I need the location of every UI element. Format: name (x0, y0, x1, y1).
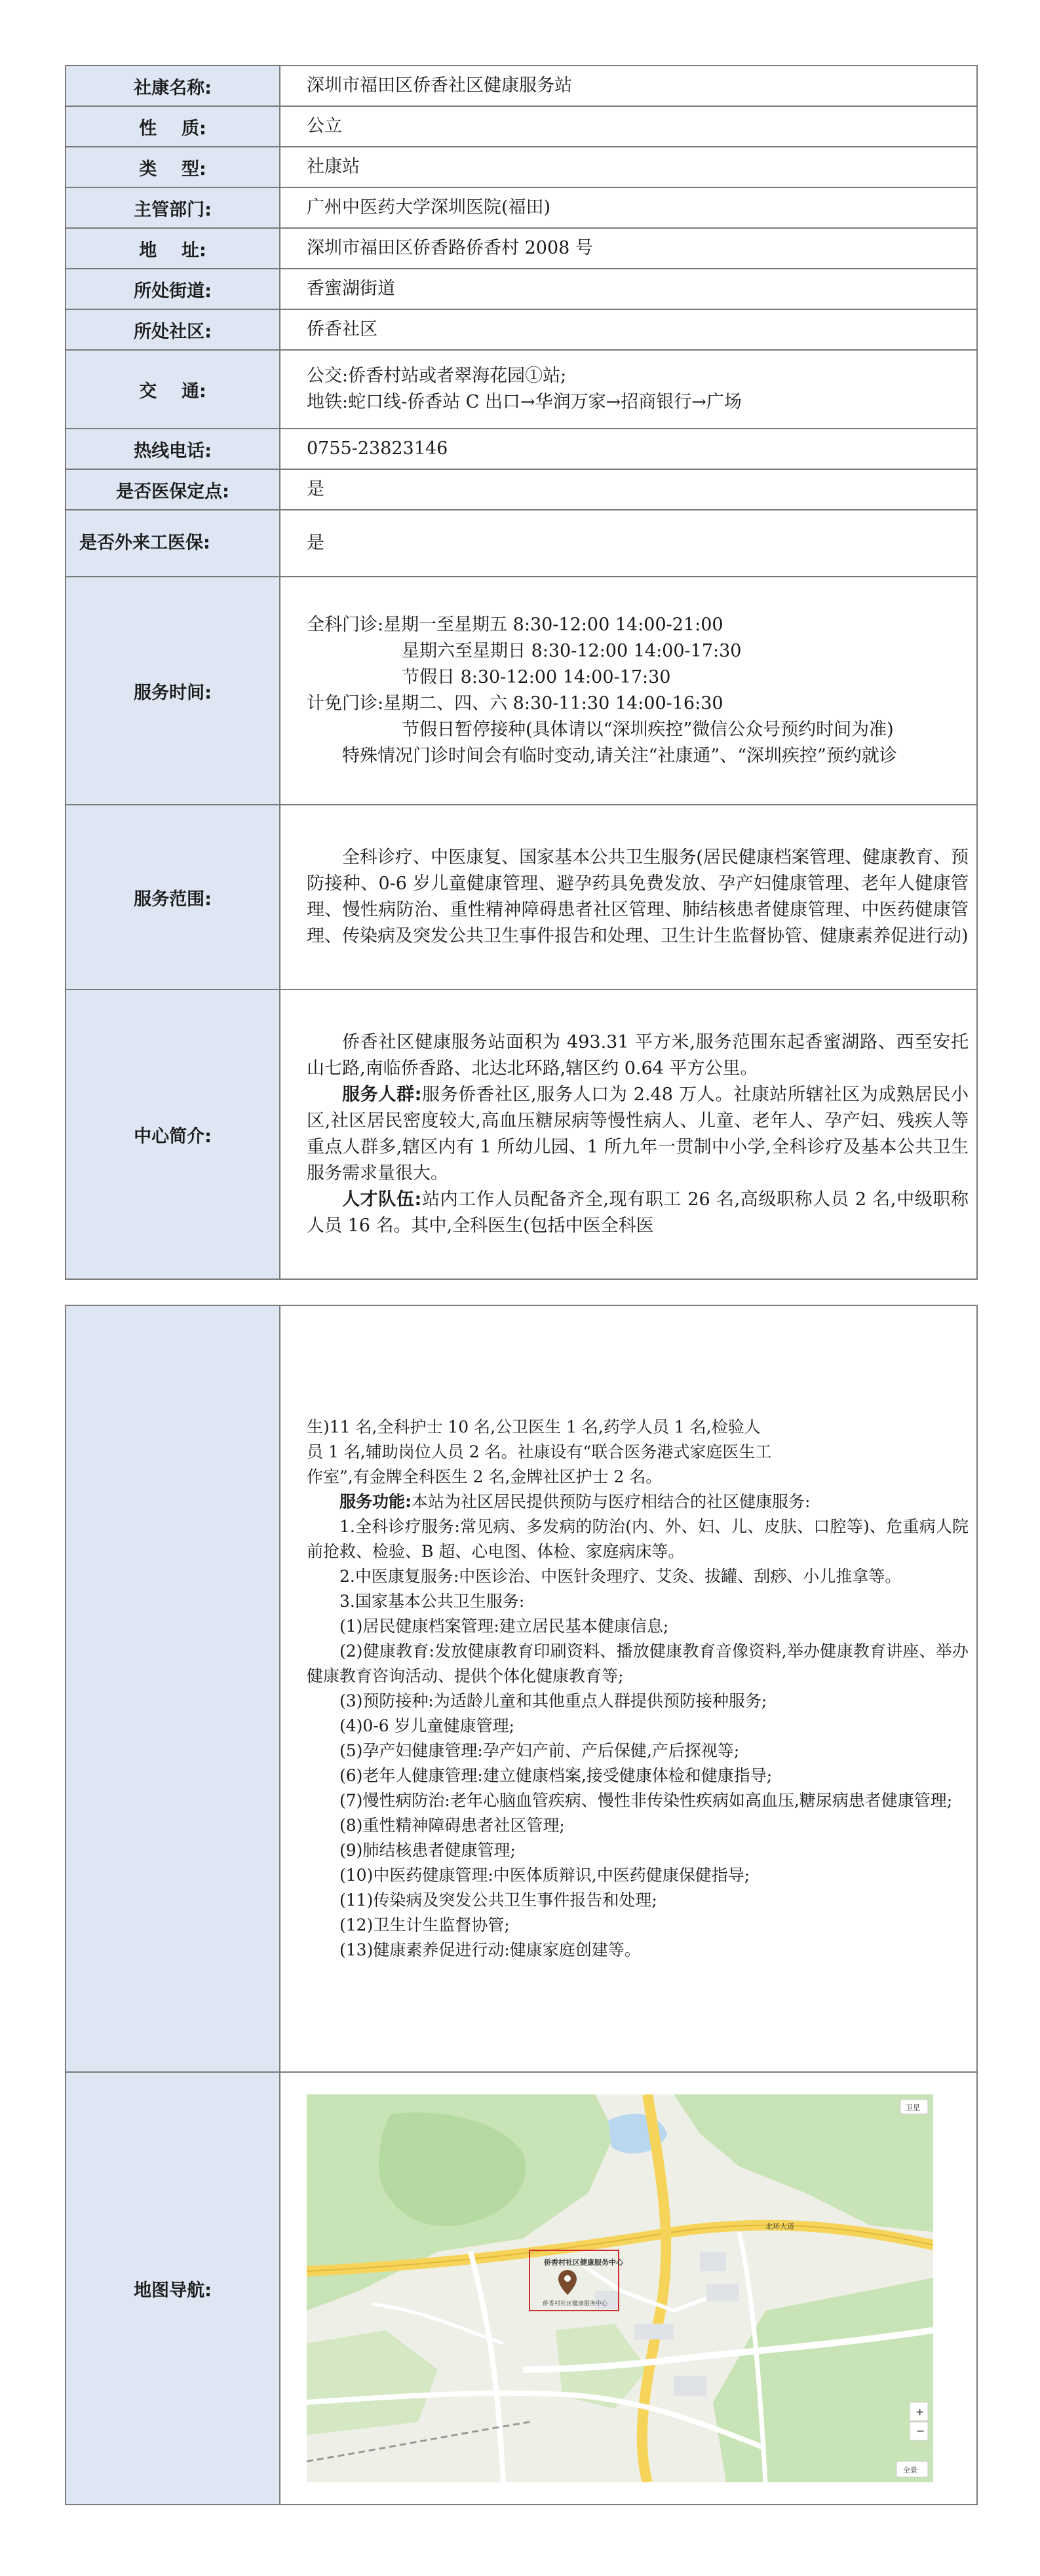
row-department (66, 187, 977, 228)
sub-item-8: (8)重性精神障碍患者社区管理; (339, 1816, 565, 1835)
value-hotline: 0755-23823146 (280, 429, 977, 469)
row-migrant (66, 510, 977, 577)
map-image[interactable] (307, 2094, 933, 2482)
row-hotline (66, 429, 977, 469)
sub-item-1: (1)居民健康档案管理:建立居民基本健康信息; (339, 1617, 669, 1636)
time-line-1: 全科门诊:星期一至星期五 8:30-12:00 14:00-21:00 (307, 615, 723, 635)
label-map: 地图导航: (66, 2072, 280, 2505)
sub-item-2: (2)健康教育:发放健康教育印刷资料、播放健康教育音像资料,举办健康教育讲座、举办健康教育咨询活动、提供个体化健康教育等; (307, 1642, 969, 1685)
intro-p1: 侨香社区健康服务站面积为 493.31 平方米,服务范围东起香蜜湖路、西至安托山七路,南临侨香路、北达北环路,辖区约 0.64 平方公里。 (307, 1032, 969, 1079)
func-item-3: 3.国家基本公共卫生服务: (339, 1592, 525, 1611)
row-nature (66, 106, 977, 147)
row-insurance (66, 469, 977, 510)
value-migrant: 是 (280, 510, 977, 577)
value-type: 社康站 (280, 147, 977, 187)
label-traffic: 交通: (66, 350, 280, 429)
intro-p3: 人才队伍:站内工作人员配备齐全,现有职工 26 名,高级职称人员 2 名,中级职称人员 16 名。其中,全科医生(包括中医全科医 (307, 1189, 969, 1236)
value-nature: 公立 (280, 106, 977, 147)
func-item-2: 2.中医康复服务:中医诊治、中医针灸理疗、艾灸、拔罐、刮痧、小儿推拿等。 (339, 1567, 902, 1586)
row-traffic (66, 350, 977, 429)
map-marker-title: 侨香村社区健康服务中心 (544, 2258, 623, 2267)
sub-item-12: (12)卫生计生监督协管; (339, 1915, 510, 1934)
value-department: 广州中医药大学深圳医院(福田) (280, 187, 977, 228)
label-intro: 中心简介: (66, 990, 280, 1279)
map-marker-sub: 侨香村社区健康服务中心 (543, 2301, 608, 2307)
value-intro-continued (280, 1305, 977, 2072)
value-map (280, 2072, 977, 2505)
func-item-1: 1.全科诊疗服务:常见病、多发病的防治(内、外、妇、儿、皮肤、口腔等)、危重病人院前抢救、检验、B 超、心电图、体检、家庭病床等。 (307, 1517, 969, 1561)
row-service-scope (66, 805, 977, 990)
time-line-6: 特殊情况门诊时间会有临时变动,请关注“社康通”、“深圳疾控”预约就诊 (342, 746, 897, 766)
cont-line-1: 生)11 名,全科护士 10 名,公卫医生 1 名,药学人员 1 名,检验人 (307, 1417, 761, 1436)
sub-item-9: (9)肺结核患者健康管理; (339, 1841, 516, 1860)
time-line-2: 星期六至星期日 8:30-12:00 14:00-17:30 (402, 641, 742, 661)
row-type (66, 147, 977, 187)
label-migrant: 是否外来工医保: (66, 510, 280, 577)
row-map (66, 2072, 977, 2505)
traffic-bus: 公交:侨香村站或者翠海花园①站; (307, 366, 567, 386)
svg-text:全景: 全景 (903, 2466, 917, 2474)
row-service-time (66, 577, 977, 805)
row-intro-continued (66, 1305, 977, 2072)
sub-item-5: (5)孕产妇健康管理:孕产妇产前、产后保健,产后探视等; (339, 1741, 740, 1760)
map-zoom-in-button[interactable] (910, 2402, 928, 2421)
label-hotline: 热线电话: (66, 429, 280, 469)
sub-item-4: (4)0-6 岁儿童健康管理; (339, 1716, 515, 1735)
label-insurance: 是否医保定点: (66, 469, 280, 510)
sub-item-11: (11)传染病及突发公共卫生事件报告和处理; (339, 1891, 657, 1910)
intro-p2: 服务人群:服务侨香社区,服务人口为 2.48 万人。社康站所辖社区为成熟居民小区,社区居民密度较大,高血压糖尿病等慢性病人、儿童、老年人、孕产妇、残疾人等重点人群多,辖区内有 1 所幼儿园、1 所九年一贯制中小学,全科诊疗及基本公共卫生服务需求量很大。 (307, 1085, 969, 1183)
row-street (66, 269, 977, 309)
svg-text:+: + (915, 2406, 925, 2418)
label-service-scope: 服务范围: (66, 805, 280, 990)
row-name (66, 66, 977, 106)
time-line-3: 节假日 8:30-12:00 14:00-17:30 (402, 667, 671, 687)
value-community: 侨香社区 (280, 309, 977, 350)
map-svg (307, 2094, 933, 2482)
sub-item-7: (7)慢性病防治:老年心脑血管疾病、慢性非传染性疾病如高血压,糖尿病患者健康管理; (339, 1791, 953, 1810)
value-traffic (280, 350, 977, 429)
row-address (66, 228, 977, 269)
info-table-part2 (65, 1305, 978, 2505)
map-panorama-button[interactable] (896, 2461, 928, 2477)
scope-text: 全科诊疗、中医康复、国家基本公共卫生服务(居民健康档案管理、健康教育、预防接种、0-6 岁儿童健康管理、避孕药具免费发放、孕产妇健康管理、老年人健康管理、慢性病防治、重性精神障碍患者社区管理、肺结核患者健康管理、中医药健康管理、传染病及突发公共卫生事件报告和处理、卫生计生监督协管、健康素养促进行动) (307, 847, 969, 946)
row-community (66, 309, 977, 350)
time-line-5: 节假日暂停接种(具体请以“深圳疾控”微信公众号预约时间为准) (402, 720, 894, 740)
cont-line-3: 作室”,有金牌全科医生 2 名,金牌社区护士 2 名。 (307, 1467, 663, 1486)
sub-item-6: (6)老年人健康管理:建立健康档案,接受健康体检和健康指导; (339, 1766, 773, 1785)
label-service-time: 服务时间: (66, 577, 280, 805)
label-street: 所处街道: (66, 269, 280, 309)
row-intro (66, 990, 977, 1279)
time-line-4: 计免门诊:星期二、四、六 8:30-11:30 14:00-16:30 (307, 693, 723, 714)
traffic-metro: 地铁:蛇口线-侨香站 C 出口→华润万家→招商银行→广场 (307, 392, 742, 412)
value-address: 深圳市福田区侨香路侨香村 2008 号 (280, 228, 977, 269)
label-nature: 性质: (66, 106, 280, 147)
value-intro (280, 990, 977, 1279)
map-road-label: 北环大道 (765, 2222, 794, 2231)
label-department: 主管部门: (66, 187, 280, 228)
label-name: 社康名称: (66, 66, 280, 106)
label-address: 地址: (66, 228, 280, 269)
value-name: 深圳市福田区侨香社区健康服务站 (280, 66, 977, 106)
value-service-scope (280, 805, 977, 990)
func-intro: 服务功能:本站为社区居民提供预防与医疗相结合的社区健康服务: (339, 1492, 811, 1511)
value-insurance: 是 (280, 469, 977, 510)
info-table-part1 (65, 65, 978, 1280)
value-service-time (280, 577, 977, 805)
svg-text:卫星: 卫星 (906, 2104, 920, 2112)
label-community: 所处社区: (66, 309, 280, 350)
label-intro-continued (66, 1305, 280, 2072)
sub-item-10: (10)中医药健康管理:中医体质辩识,中医药健康保健指导; (339, 1866, 750, 1885)
value-street: 香蜜湖街道 (280, 269, 977, 309)
sub-item-13: (13)健康素养促进行动:健康家庭创建等。 (339, 1940, 641, 1959)
map-layer-button[interactable] (900, 2100, 928, 2114)
svg-text:−: − (916, 2425, 925, 2437)
cont-line-2: 员 1 名,辅助岗位人员 2 名。社康设有“联合医务港式家庭医生工 (307, 1442, 772, 1461)
label-type: 类型: (66, 147, 280, 187)
sub-item-3: (3)预防接种:为适龄儿童和其他重点人群提供预防接种服务; (339, 1691, 767, 1710)
map-zoom-out-button[interactable] (910, 2422, 928, 2440)
